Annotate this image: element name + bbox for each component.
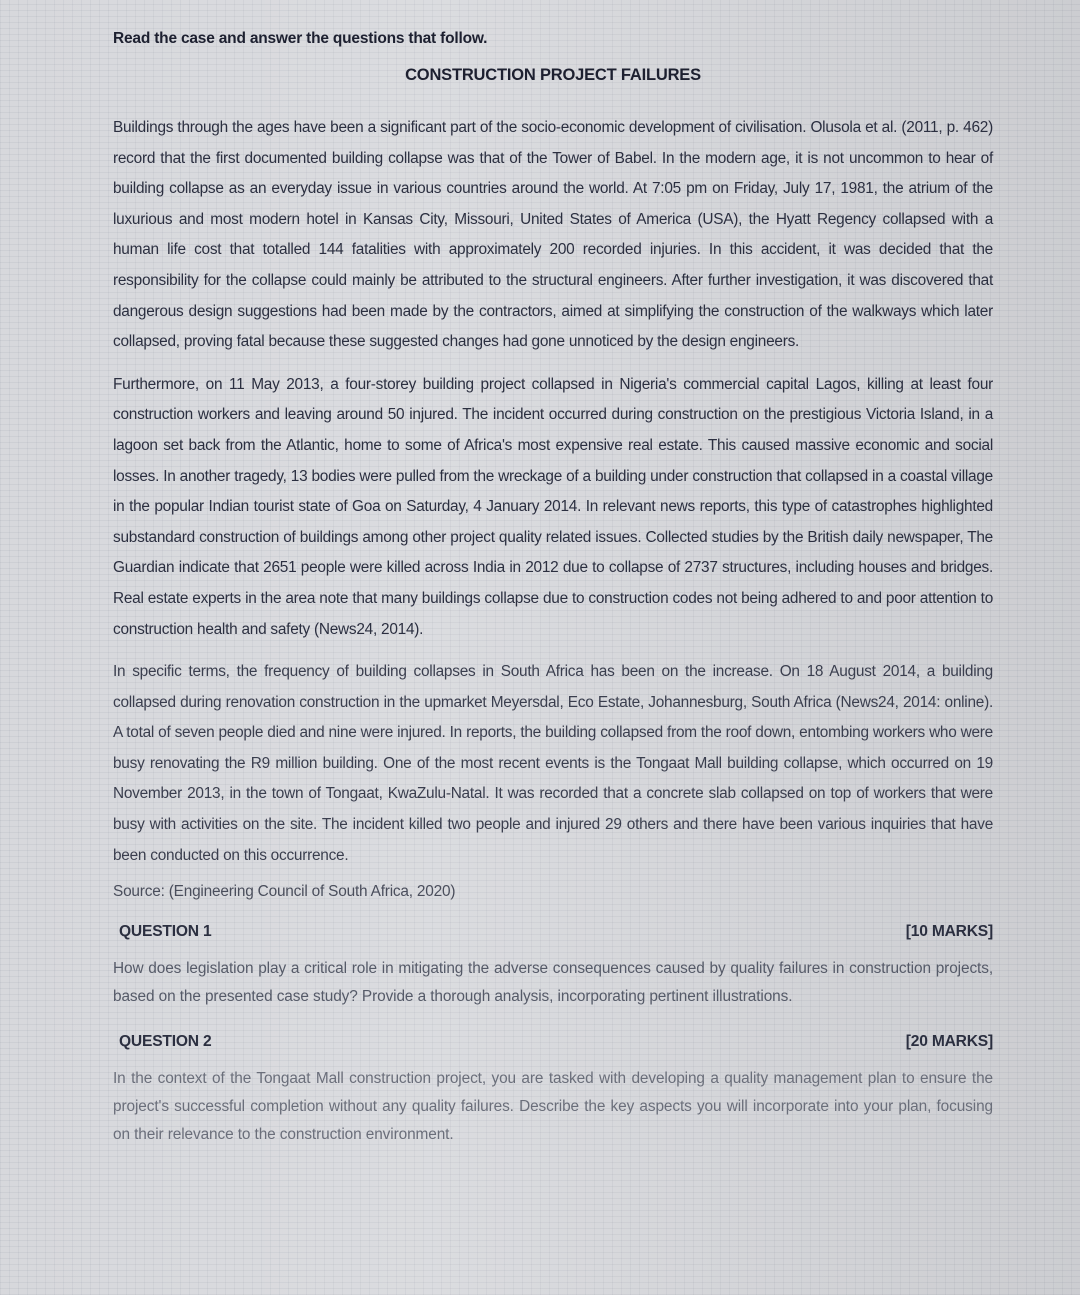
question-1 xyxy=(113,923,993,1011)
source-citation: Source: (Engineering Council of South Africa, 2020) xyxy=(113,883,456,901)
question-2-label: QUESTION 2 xyxy=(119,1033,212,1051)
case-title: CONSTRUCTION PROJECT FAILURES xyxy=(405,66,701,84)
question-1-header xyxy=(113,923,993,941)
instruction-text: Read the case and answer the questions that follow. xyxy=(113,30,488,47)
question-1-text: How does legislation play a critical role in mitigating the adverse consequences caused by quality failures in construction projects, based on the presented case study? Provide a thorough analysis, incorporating pertinent illustrations. xyxy=(113,960,993,1006)
question-2-text: In the context of the Tongaat Mall construction project, you are tasked with developing a quality management plan to ensure the project's successful completion without any quality failures. Describe the key aspects you will incorporate into your plan, focusing on their relevance to the construction environment. xyxy=(113,1070,993,1144)
case-paragraph-1: Buildings through the ages have been a significant part of the socio-economic development of civilisation. Olusola et al. (2011, p. 462) record that the first documented building collapse was that of the Tower of Babel. In the modern age, it is not uncommon to hear of building collapse as an everyday issue in various countries around the world. At 7:05 pm on Friday, July 17, 1981, the atrium of the luxurious and most modern hotel in Kansas City, Missouri, United States of America (USA), the Hyatt Regency collapsed with a human life cost that totalled 144 fatalities with approximately 200 recorded injuries. In this accident, it was decided that the responsibility for the collapse could mainly be attributed to the structural engineers. After further investigation, it was discovered that dangerous design suggestions had been made by the contractors, aimed at simplifying the construction of the walkways which later collapsed, proving fatal because these suggested changes had gone unnoticed by the design engineers. xyxy=(113,119,993,351)
question-2-marks: [20 MARKS] xyxy=(905,1033,993,1051)
case-paragraph-3: In specific terms, the frequency of building collapses in South Africa has been on the increase. On 18 August 2014, a building collapsed during renovation construction in the upmarket Meyersdal, Eco Estate, Johannesburg, South Africa (News24, 2014: online). A total of seven people died and nine were injured. In reports, the building collapsed from the roof down, entombing workers who were busy renovating the R9 million building. One of the most recent events is the Tongaat Mall building collapse, which occurred on 19 November 2013, in the town of Tongaat, KwaZulu-Natal. It was recorded that a concrete slab collapsed on top of workers that were busy with activities on the site. The incident killed two people and injured 29 others and there have been various inquiries that have been conducted on this occurrence. xyxy=(113,663,993,864)
question-2-header xyxy=(113,1033,993,1051)
case-paragraph-2: Furthermore, on 11 May 2013, a four-storey building project collapsed in Nigeria's commercial capital Lagos, killing at least four construction workers and leaving around 50 injured. The incident occurred during construction on the prestigious Victoria Island, in a lagoon set back from the Atlantic, home to some of Africa's most expensive real estate. This caused massive economic and social losses. In another tragedy, 13 bodies were pulled from the wreckage of a building under construction that collapsed in a coastal village in the popular Indian tourist state of Goa on Saturday, 4 January 2014. In relevant news reports, this type of catastrophes highlighted substandard construction of buildings among other project quality related issues. Collected studies by the British daily newspaper, The Guardian indicate that 2651 people were killed across India in 2012 due to collapse of 2737 structures, including houses and bridges. Real estate experts in the area note that many buildings collapse due to construction codes not being adhered to and poor attention to construction health and safety (News24, 2014). xyxy=(113,375,993,638)
question-1-label: QUESTION 1 xyxy=(119,923,212,941)
question-2 xyxy=(113,1033,993,1149)
document-page xyxy=(113,30,993,1171)
question-1-marks: [10 MARKS] xyxy=(905,923,993,941)
